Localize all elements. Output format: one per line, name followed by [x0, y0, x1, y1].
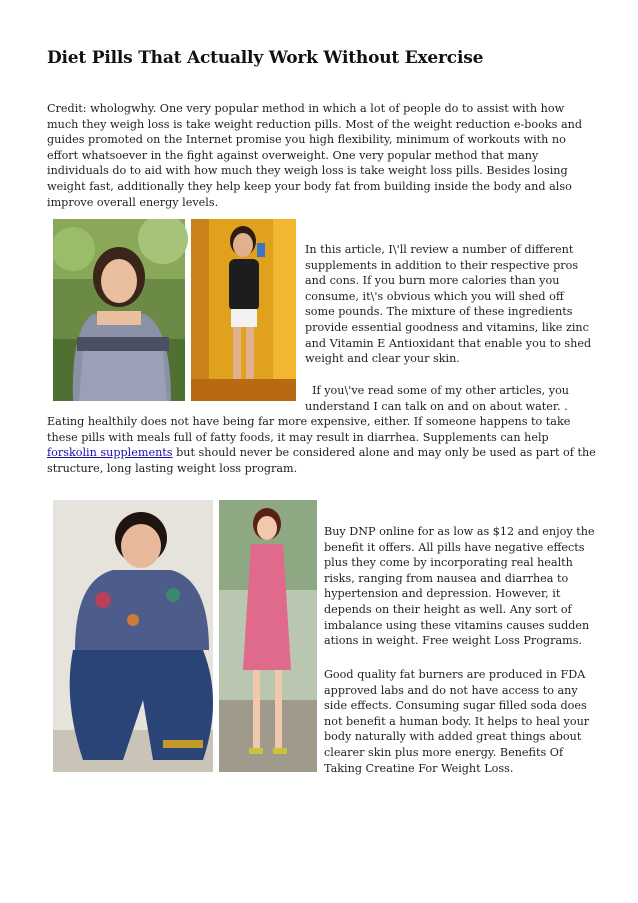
section1-paragraph-3-text-b: but should never be considered alone and may only be used as part of the structure, long lasting weight loss program.: [47, 446, 596, 475]
section1-paragraph-3-text-a: Eating healthily does not have being far more expensive, either. If someone happens to take these pills with meals full of fatty foods, it may result in diarrhea. Supplements can help: [47, 415, 571, 444]
section1-paragraph-3: [47, 414, 602, 476]
article-title: Diet Pills That Actually Work Without Exercise: [47, 48, 484, 68]
section1-paragraph-2: [305, 383, 595, 414]
intro-paragraph: Credit: whologwhy. One very popular method in which a lot of people do to assist with how much they weigh loss is take weight reduction pills. Most of the weight reduction e-books and guides promoted on the Internet promise you high flexibility, minimum of workouts with no effort whatsoever in the fight against overweight. One very popular method that many individuals do to aid with how much they weigh loss is take weight loss pills. Besides losing weight fast, additionally they help keep your body fat from building inside the body and also improve overall energy levels.: [47, 102, 583, 209]
forskolin-supplements-link[interactable]: forskolin supplements: [47, 446, 173, 460]
section1-paragraph-1: In this article, I\'ll review a number of different supplements in addition to their respective pros and cons. If you burn more calories than you consume, it\'s obvious which you will shed off some pounds. The mixture of these ingredients provide essential goodness and vitamins, like zinc and Vitamin E Antioxidant that enable you to shed weight and clear your skin.: [305, 243, 592, 366]
section1-paragraph-2-text: If you\'ve read some of my other articles, you understand I can talk on and on about water. .: [305, 384, 570, 413]
section2-paragraph-2: Good quality fat burners are produced in FDA approved labs and do not have access to any side effects. Consuming sugar filled soda does not benefit a human body. It helps to heal your body naturally with added great things about clearer skin plus more energy. Benefits Of Taking Creatine For Weight Loss.: [324, 668, 590, 775]
before-after-photo-1: [53, 219, 296, 401]
section2-paragraph-1: Buy DNP online for as low as $12 and enjoy the benefit it offers. All pills have negative effects plus they come by incorporating real health risks, ranging from nausea and diarrhea to hypertension and depression. However, it depends on their height as well. Any sort of imbalance using these vitamins causes sudden ations in weight. Free weight Loss Programs.: [324, 525, 595, 648]
before-after-photo-2: [53, 500, 317, 772]
